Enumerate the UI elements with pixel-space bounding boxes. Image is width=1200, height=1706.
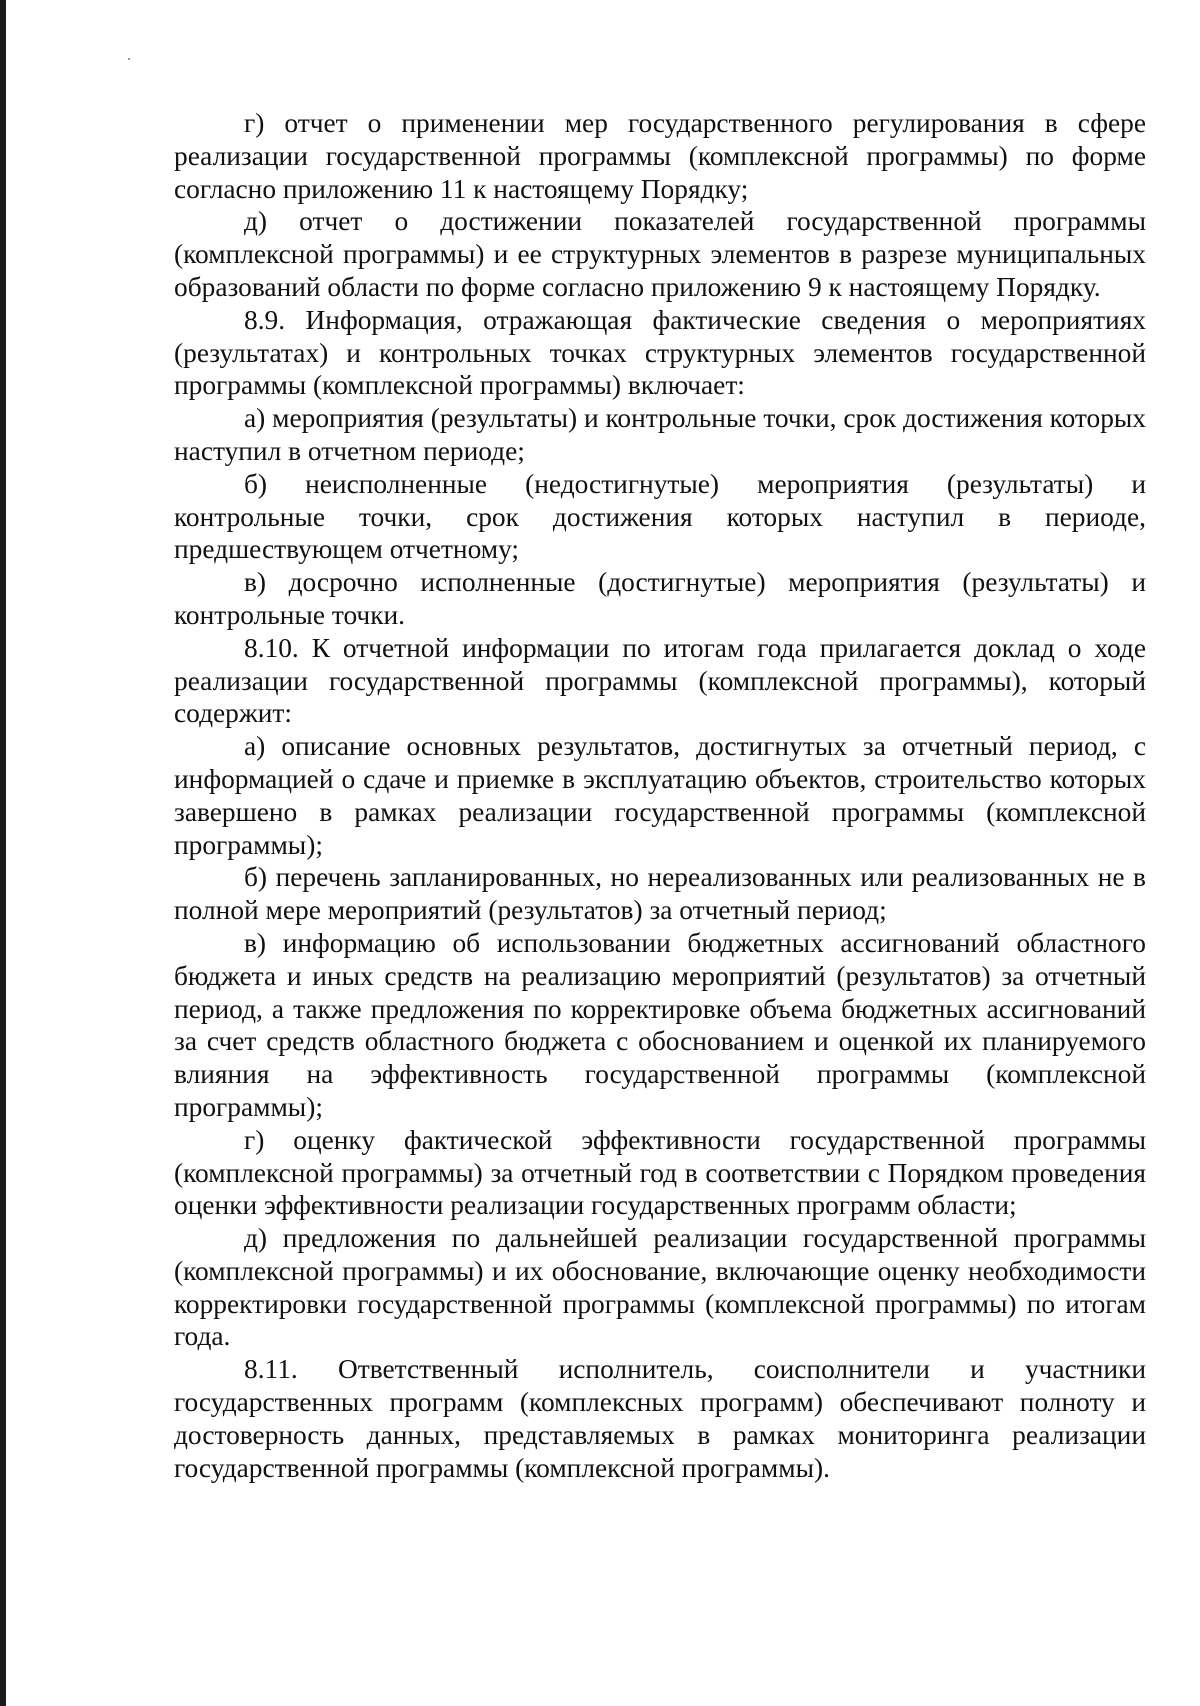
paragraph-item-a-results: а) описание основных результатов, достигнутых за отчетный период, с информацией о сдаче и приемке в эксплуатацию объектов, строительство которых завершено в рамках реализации государственной программы (комплексной программы); [174, 731, 1146, 860]
paragraph-item-g-efficiency: г) оценку фактической эффективности государственной программы (комплексной программы) за отчетный год в соответствии с Порядком проведения оценки эффективности реализации государственных программ области; [174, 1124, 1146, 1221]
document-page [174, 107, 1146, 1484]
paragraph-item-v-budget: в) информацию об использовании бюджетных ассигнований областного бюджета и иных средств на реализацию мероприятий (результатов) за отчетный период, а также предложения по корректировке объема бюджетных ассигнований за счет средств областного бюджета с обоснованием и оценкой их планируемого влияния на эффективность государственной программы (комплексной программы); [174, 927, 1146, 1122]
paragraph-item-d-proposals: д) предложения по дальнейшей реализации государственной программы (комплексной программы) и их обоснование, включающие оценку необходимости корректировки государственной программы (комплексной программы) по итогам года. [174, 1223, 1146, 1352]
scan-speck [128, 58, 130, 60]
paragraph-item-b-unfulfilled: б) неисполненные (недостигнутые) мероприятия (результаты) и контрольные точки, срок достижения которых наступил в периоде, предшествующем отчетному; [174, 468, 1146, 565]
paragraph-section-8-10: 8.10. К отчетной информации по итогам года прилагается доклад о ходе реализации государственной программы (комплексной программы), который содержит: [174, 632, 1146, 729]
scan-edge-shadow [0, 0, 6, 1706]
paragraph-section-8-9: 8.9. Информация, отражающая фактические сведения о мероприятиях (результатах) и контрольных точках структурных элементов государственной программы (комплексной программы) включает: [174, 304, 1146, 401]
paragraph-section-8-11: 8.11. Ответственный исполнитель, соисполнители и участники государственных программ (комплексных программ) обеспечивают полноту и достоверность данных, представляемых в рамках мониторинга реализации государственной программы (комплексной программы). [174, 1354, 1146, 1483]
paragraph-item-g-report: г) отчет о применении мер государственного регулирования в сфере реализации государственной программы (комплексной программы) по форме согласно приложению 11 к настоящему Порядку; [174, 108, 1146, 204]
paragraph-item-v-early: в) досрочно исполненные (достигнутые) мероприятия (результаты) и контрольные точки. [174, 567, 1146, 630]
paragraph-item-b-planned: б) перечень запланированных, но нереализованных или реализованных не в полной мере мероприятий (результатов) за отчетный период; [174, 862, 1146, 926]
paragraph-item-d-indicators: д) отчет о достижении показателей государственной программы (комплексной программы) и ее структурных элементов в разрезе муниципальных образований области по форме согласно приложению 9 к настоящему Порядку. [174, 206, 1146, 302]
paragraph-item-a-events: а) мероприятия (результаты) и контрольные точки, срок достижения которых наступил в отчетном периоде; [174, 403, 1146, 466]
